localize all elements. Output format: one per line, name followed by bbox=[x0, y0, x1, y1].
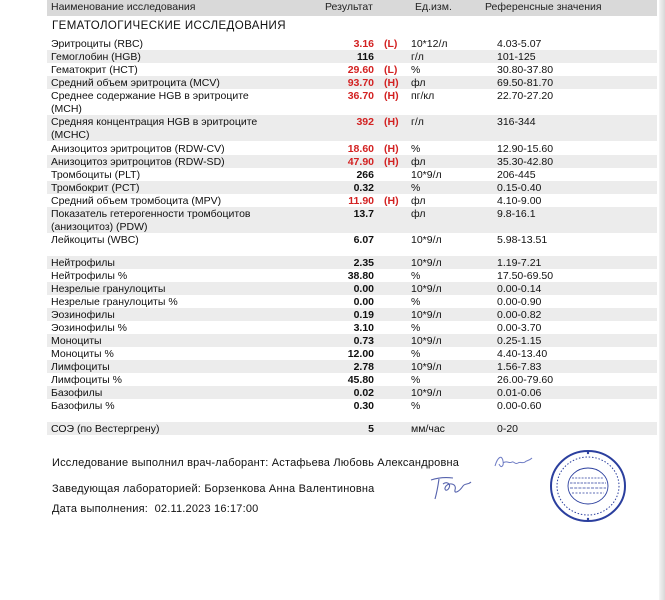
cell-ref: 0.01-0.06 bbox=[497, 387, 542, 399]
cell-name: Среднее содержание HGB в эритроците (MCH) bbox=[51, 90, 249, 115]
stamp-icon bbox=[548, 448, 628, 524]
cell-unit: % bbox=[411, 296, 421, 308]
cell-result: 2.78 bbox=[353, 361, 374, 373]
cell-name: Нейтрофилы % bbox=[51, 270, 128, 282]
cell-ref: 5.98-13.51 bbox=[497, 234, 548, 246]
cell-name: Показатель гетерогенности тромбоцитов (анизоцитоз) (PDW) bbox=[51, 208, 251, 233]
performed-by-label: Исследование выполнил врач-лаборант: bbox=[52, 457, 269, 469]
cell-ref: 4.10-9.00 bbox=[497, 195, 542, 207]
section-title: ГЕМАТОЛОГИЧЕСКИЕ ИССЛЕДОВАНИЯ bbox=[52, 20, 286, 32]
cell-ref: 17.50-69.50 bbox=[497, 270, 554, 282]
cell-name: Лимфоциты bbox=[51, 361, 110, 373]
cell-ref: 0.00-0.82 bbox=[497, 309, 542, 321]
cell-unit: % bbox=[411, 143, 421, 155]
cell-unit: мм/час bbox=[411, 423, 445, 435]
cell-flag: (H) bbox=[384, 195, 399, 207]
table-row bbox=[47, 373, 657, 386]
cell-ref: 206-445 bbox=[497, 169, 536, 181]
cell-name: Анизоцитоз эритроцитов (RDW-CV) bbox=[51, 143, 225, 155]
cell-name: Моноциты bbox=[51, 335, 102, 347]
table-row bbox=[47, 89, 657, 115]
table-row bbox=[47, 321, 657, 334]
date-label: Дата выполнения: bbox=[52, 503, 149, 515]
cell-ref: 26.00-79.60 bbox=[497, 374, 554, 386]
cell-ref: 12.90-15.60 bbox=[497, 143, 554, 155]
cell-unit: % bbox=[411, 182, 421, 194]
cell-name: Нейтрофилы bbox=[51, 257, 115, 269]
cell-result: 0.19 bbox=[353, 309, 374, 321]
cell-ref: 30.80-37.80 bbox=[497, 64, 554, 76]
table-row bbox=[47, 194, 657, 207]
cell-result: 392 bbox=[356, 116, 374, 128]
table-row bbox=[47, 155, 657, 168]
cell-flag: (H) bbox=[384, 116, 399, 128]
table-row bbox=[47, 308, 657, 321]
table-row bbox=[47, 115, 657, 141]
cell-unit: 10*12/л bbox=[411, 38, 448, 50]
page-edge-shadow bbox=[659, 0, 665, 600]
cell-ref: 22.70-27.20 bbox=[497, 90, 554, 102]
head-line bbox=[52, 483, 374, 495]
table-row bbox=[47, 269, 657, 282]
cell-result: 0.00 bbox=[353, 296, 374, 308]
cell-unit: 10*9/л bbox=[411, 169, 442, 181]
cell-name: Эозинофилы % bbox=[51, 322, 128, 334]
table-row bbox=[47, 282, 657, 295]
cell-result: 45.80 bbox=[347, 374, 374, 386]
cell-name: Тромбокрит (PCT) bbox=[51, 182, 140, 194]
cell-name: Анизоцитоз эритроцитов (RDW-SD) bbox=[51, 156, 225, 168]
table-row bbox=[47, 181, 657, 194]
cell-flag: (L) bbox=[384, 64, 398, 76]
table-row bbox=[47, 207, 657, 233]
cell-unit: 10*9/л bbox=[411, 387, 442, 399]
cell-result: 3.16 bbox=[353, 38, 374, 50]
cell-result: 12.00 bbox=[347, 348, 374, 360]
table-row bbox=[47, 37, 657, 50]
cell-result: 13.7 bbox=[353, 208, 374, 220]
table-row bbox=[47, 347, 657, 360]
signature-icon bbox=[492, 452, 534, 472]
table-row bbox=[47, 142, 657, 155]
cell-result: 2.35 bbox=[353, 257, 374, 269]
cell-result: 93.70 bbox=[347, 77, 374, 89]
cell-name: Незрелые гранулоциты bbox=[51, 283, 166, 295]
cell-name: Лимфоциты % bbox=[51, 374, 122, 386]
cell-ref: 101-125 bbox=[497, 51, 536, 63]
head-label: Заведующая лабораторией: bbox=[52, 483, 202, 495]
cell-name: Средняя концентрация HGB в эритроците (MCHC) bbox=[51, 116, 258, 141]
performed-by-name: Астафьева Любовь Александровна bbox=[271, 457, 460, 469]
cell-unit: 10*9/л bbox=[411, 234, 442, 246]
cell-ref: 0.00-0.60 bbox=[497, 400, 542, 412]
cell-ref: 1.56-7.83 bbox=[497, 361, 542, 373]
cell-unit: фл bbox=[411, 195, 426, 207]
cell-name: Базофилы bbox=[51, 387, 103, 399]
cell-unit: пг/кл bbox=[411, 90, 435, 102]
cell-name: Базофилы % bbox=[51, 400, 115, 412]
results-table bbox=[47, 37, 657, 435]
cell-unit: 10*9/л bbox=[411, 309, 442, 321]
cell-unit: г/л bbox=[411, 116, 424, 128]
header-name: Наименование исследования bbox=[51, 1, 196, 13]
cell-result: 47.90 bbox=[347, 156, 374, 168]
cell-ref: 0.00-0.90 bbox=[497, 296, 542, 308]
cell-result: 18.60 bbox=[347, 143, 374, 155]
performed-by-line bbox=[52, 457, 459, 469]
cell-name: Эозинофилы bbox=[51, 309, 115, 321]
cell-result: 0.73 bbox=[353, 335, 374, 347]
cell-ref: 4.03-5.07 bbox=[497, 38, 542, 50]
cell-flag: (H) bbox=[384, 90, 399, 102]
cell-ref: 0-20 bbox=[497, 423, 519, 435]
cell-name: Средний объем тромбоцита (MPV) bbox=[51, 195, 222, 207]
cell-unit: % bbox=[411, 400, 421, 412]
table-row bbox=[47, 256, 657, 269]
cell-unit: % bbox=[411, 374, 421, 386]
table-row bbox=[47, 76, 657, 89]
table-row bbox=[47, 233, 657, 246]
cell-flag: (L) bbox=[384, 38, 398, 50]
table-row bbox=[47, 399, 657, 412]
cell-unit: 10*9/л bbox=[411, 335, 442, 347]
cell-result: 0.00 bbox=[353, 283, 374, 295]
cell-ref: 35.30-42.80 bbox=[497, 156, 554, 168]
cell-ref: 0.00-3.70 bbox=[497, 322, 542, 334]
head-name: Борзенкова Анна Валентиновна bbox=[204, 483, 375, 495]
cell-result: 5 bbox=[368, 423, 374, 435]
cell-result: 38.80 bbox=[347, 270, 374, 282]
cell-name: Незрелые гранулоциты % bbox=[51, 296, 178, 308]
cell-ref: 9.8-16.1 bbox=[497, 208, 536, 220]
cell-ref: 1.19-7.21 bbox=[497, 257, 542, 269]
cell-result: 6.07 bbox=[353, 234, 374, 246]
cell-ref: 0.00-0.14 bbox=[497, 283, 542, 295]
cell-name: Тромбоциты (PLT) bbox=[51, 169, 141, 181]
cell-unit: фл bbox=[411, 208, 426, 220]
date-line bbox=[52, 503, 258, 515]
table-row bbox=[47, 386, 657, 399]
table-row bbox=[47, 168, 657, 181]
cell-unit: г/л bbox=[411, 51, 424, 63]
cell-result: 3.10 bbox=[353, 322, 374, 334]
cell-result: 0.32 bbox=[353, 182, 374, 194]
header-result: Результат bbox=[325, 1, 373, 13]
cell-name: Средний объем эритроцита (MCV) bbox=[51, 77, 220, 89]
table-row bbox=[47, 63, 657, 76]
cell-name: Эритроциты (RBC) bbox=[51, 38, 144, 50]
cell-result: 0.30 bbox=[353, 400, 374, 412]
table-header bbox=[47, 0, 657, 16]
cell-name: Лейкоциты (WBC) bbox=[51, 234, 139, 246]
cell-result: 266 bbox=[356, 169, 374, 181]
cell-ref: 0.25-1.15 bbox=[497, 335, 542, 347]
cell-ref: 316-344 bbox=[497, 116, 536, 128]
cell-ref: 4.40-13.40 bbox=[497, 348, 548, 360]
cell-unit: % bbox=[411, 348, 421, 360]
cell-name: Гемоглобин (HGB) bbox=[51, 51, 141, 63]
table-row bbox=[47, 422, 657, 435]
cell-unit: 10*9/л bbox=[411, 257, 442, 269]
cell-flag: (H) bbox=[384, 143, 399, 155]
cell-flag: (H) bbox=[384, 156, 399, 168]
cell-unit: 10*9/л bbox=[411, 361, 442, 373]
cell-result: 36.70 bbox=[347, 90, 374, 102]
cell-result: 0.02 bbox=[353, 387, 374, 399]
date-value: 02.11.2023 16:17:00 bbox=[154, 503, 259, 515]
cell-name: Гематокрит (HCT) bbox=[51, 64, 138, 76]
cell-ref: 0.15-0.40 bbox=[497, 182, 542, 194]
cell-ref: 69.50-81.70 bbox=[497, 77, 554, 89]
cell-flag: (H) bbox=[384, 77, 399, 89]
cell-unit: % bbox=[411, 64, 421, 76]
cell-unit: % bbox=[411, 322, 421, 334]
cell-name: Моноциты % bbox=[51, 348, 114, 360]
table-row bbox=[47, 50, 657, 63]
signature-icon bbox=[427, 472, 475, 502]
header-ref: Референсные значения bbox=[485, 1, 602, 13]
cell-unit: фл bbox=[411, 77, 426, 89]
cell-unit: 10*9/л bbox=[411, 283, 442, 295]
cell-result: 11.90 bbox=[348, 195, 374, 207]
cell-unit: фл bbox=[411, 156, 426, 168]
cell-name: СОЭ (по Вестергрену) bbox=[51, 423, 160, 435]
table-row bbox=[47, 334, 657, 347]
table-row bbox=[47, 360, 657, 373]
cell-result: 116 bbox=[357, 51, 374, 63]
table-row bbox=[47, 295, 657, 308]
cell-result: 29.60 bbox=[347, 64, 374, 76]
cell-unit: % bbox=[411, 270, 421, 282]
header-unit: Ед.изм. bbox=[415, 1, 452, 13]
